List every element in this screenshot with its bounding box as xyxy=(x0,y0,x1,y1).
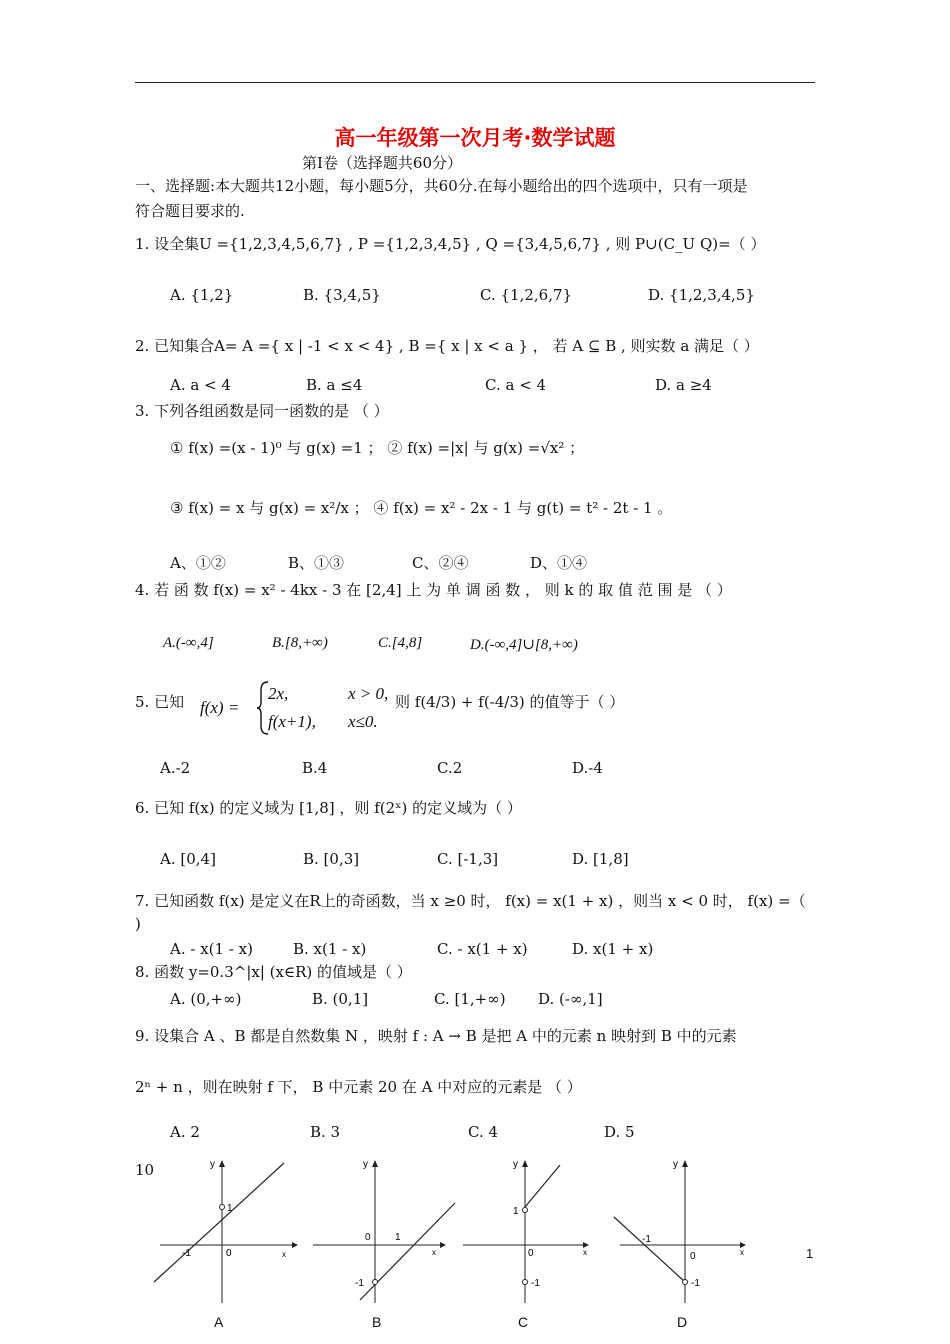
q2-option-c: C. a < 4 xyxy=(485,376,547,394)
svg-text:-1: -1 xyxy=(355,1278,364,1289)
q2-option-b: B. a ≤4 xyxy=(306,376,363,394)
question-10-number: 10 xyxy=(135,1161,155,1179)
q8-option-a: A. (0,+∞) xyxy=(170,990,242,1008)
instructions-line-1: 一、选择题:本大题共12小题，每小题5分，共60分.在每小题给出的四个选项中，只有一项是 xyxy=(135,177,748,195)
svg-text:0: 0 xyxy=(690,1251,696,1262)
question-9-line-2: 2ⁿ + n ，则在映射 f 下， B 中元素 20 在 A 中对应的元素是 （ ） xyxy=(135,1078,582,1096)
svg-text:0: 0 xyxy=(528,1248,534,1259)
q9-option-b: B. 3 xyxy=(310,1123,341,1141)
q8-option-c: C. [1,+∞) xyxy=(434,990,506,1008)
q6-option-c: C. [-1,3] xyxy=(437,850,499,868)
q5-case-2-cond: x≤0. xyxy=(348,712,378,731)
svg-text:-1: -1 xyxy=(531,1278,540,1289)
page-number: 1 xyxy=(806,1246,814,1261)
graph-d xyxy=(610,1155,770,1305)
q5-question-text: 则 f(4/3) + f(-4/3) 的值等于（ ） xyxy=(395,693,625,711)
q5-case-1-expr: 2x, xyxy=(268,684,289,703)
q3-option-b: B、①③ xyxy=(288,554,345,572)
question-9-line-1: 9. 设集合 A 、B 都是自然数集 N ，映射 f : A → B 是把 A 中的元素 n 映射到 B 中的元素 xyxy=(135,1027,737,1045)
svg-text:-1: -1 xyxy=(182,1248,191,1259)
q5-case-1-cond: x > 0, xyxy=(348,684,389,703)
q6-option-a: A. [0,4] xyxy=(160,850,216,868)
svg-text:0: 0 xyxy=(365,1232,371,1243)
q1-option-b: B. {3,4,5} xyxy=(303,286,381,304)
svg-text:y: y xyxy=(673,1159,678,1170)
graph-d-label: D xyxy=(677,1314,688,1330)
graph-a-label: A xyxy=(214,1314,224,1330)
svg-text:0: 0 xyxy=(226,1248,232,1259)
svg-text:1: 1 xyxy=(227,1203,233,1214)
header-rule xyxy=(135,82,815,83)
q6-option-d: D. [1,8] xyxy=(572,850,629,868)
q8-option-b: B. (0,1] xyxy=(312,990,369,1008)
q3-pair-3-4: ③ f(x) = x 与 g(x) = x²/x ； ④ f(x) = x² - 2x - 1 与 g(t) = t² - 2t - 1 。 xyxy=(170,499,673,517)
graph-c-label: C xyxy=(518,1314,529,1330)
question-7: 7. 已知函数 f(x) 是定义在R上的奇函数，当 x ≥0 时， f(x) = x(1 + x) ，则当 x < 0 时， f(x) =（ xyxy=(135,892,806,910)
q5-function-name: f(x) = xyxy=(200,698,240,717)
q1-option-d: D. {1,2,3,4,5} xyxy=(648,286,755,304)
q9-option-a: A. 2 xyxy=(170,1123,200,1141)
q5-option-a: A.-2 xyxy=(160,759,191,777)
q3-option-d: D、①④ xyxy=(530,554,588,572)
question-6: 6. 已知 f(x) 的定义域为 [1,8] ，则 f(2ˣ) 的定义域为（ ） xyxy=(135,799,522,817)
graph-a xyxy=(152,1155,312,1305)
svg-text:x: x xyxy=(740,1248,744,1257)
svg-text:y: y xyxy=(513,1159,518,1170)
q7-option-d: D. x(1 + x) xyxy=(572,940,654,958)
q8-option-d: D. (-∞,1] xyxy=(538,990,603,1008)
graph-c xyxy=(455,1155,615,1305)
svg-text:y: y xyxy=(363,1159,368,1170)
svg-text:1: 1 xyxy=(513,1206,519,1217)
q3-pair-1-2: ① f(x) =(x - 1)⁰ 与 g(x) =1 ； ② f(x) =|x| 与 g(x) =√x² ； xyxy=(170,439,585,457)
svg-text:y: y xyxy=(210,1159,215,1170)
q2-option-a: A. a < 4 xyxy=(170,376,231,394)
svg-text:x: x xyxy=(583,1248,587,1257)
question-8: 8. 函数 y=0.3^|x| (x∈R) 的值域是（ ） xyxy=(135,963,412,981)
q5-option-d: D.-4 xyxy=(572,759,603,777)
q4-option-c: C.[4,8] xyxy=(378,635,423,651)
q1-option-a: A. {1,2} xyxy=(170,286,234,304)
q9-option-c: C. 4 xyxy=(468,1123,499,1141)
question-3: 3. 下列各组函数是同一函数的是 （ ） xyxy=(135,402,389,420)
question-1: 1. 设全集U ={1,2,3,4,5,6,7} , P ={1,2,3,4,5} , Q ={3,4,5,6,7} , 则 P∪(C_U Q)=（ ） xyxy=(135,235,766,253)
q3-option-a: A、①② xyxy=(170,554,226,572)
q1-option-c: C. {1,2,6,7} xyxy=(480,286,573,304)
section-heading: 第Ⅰ卷（选择题共60分） xyxy=(302,154,463,172)
q7-option-b: B. x(1 - x) xyxy=(293,940,367,958)
q4-option-d: D.(-∞,4]∪[8,+∞) xyxy=(470,637,578,653)
q9-option-d: D. 5 xyxy=(604,1123,635,1141)
instructions-line-2: 符合题目要求的. xyxy=(135,202,245,220)
question-5-prefix: 5. 已知 xyxy=(135,693,185,711)
q3-option-c: C、②④ xyxy=(412,554,469,572)
q6-option-b: B. [0,3] xyxy=(303,850,360,868)
question-7-continuation: ) xyxy=(135,915,141,933)
question-4: 4. 若 函 数 f(x) = x² - 4kx - 3 在 [2,4] 上 为 单 调 函 数 ， 则 k 的 取 值 范 围 是 （ ） xyxy=(135,581,732,599)
q5-option-b: B.4 xyxy=(302,759,328,777)
q2-option-d: D. a ≥4 xyxy=(655,376,712,394)
svg-text:1: 1 xyxy=(395,1232,401,1243)
svg-text:x: x xyxy=(432,1248,436,1257)
q4-option-a: A.(-∞,4] xyxy=(163,635,214,651)
svg-text:-1: -1 xyxy=(691,1278,700,1289)
page-title: 高一年级第一次月考·数学试题 xyxy=(334,126,616,150)
q4-option-b: B.[8,+∞) xyxy=(272,635,328,651)
q7-option-c: C. - x(1 + x) xyxy=(437,940,528,958)
svg-text:x: x xyxy=(282,1250,286,1259)
question-2: 2. 已知集合A= A ={ x | -1 < x < 4} , B ={ x | x < a } ， 若 A ⊆ B , 则实数 a 满足（ ） xyxy=(135,337,759,355)
q5-case-2-expr: f(x+1), xyxy=(268,712,316,731)
q5-option-c: C.2 xyxy=(437,759,463,777)
graph-b-label: B xyxy=(372,1314,382,1330)
q7-option-a: A. - x(1 - x) xyxy=(170,940,253,958)
svg-text:-1: -1 xyxy=(642,1234,651,1245)
graph-b xyxy=(305,1155,465,1305)
